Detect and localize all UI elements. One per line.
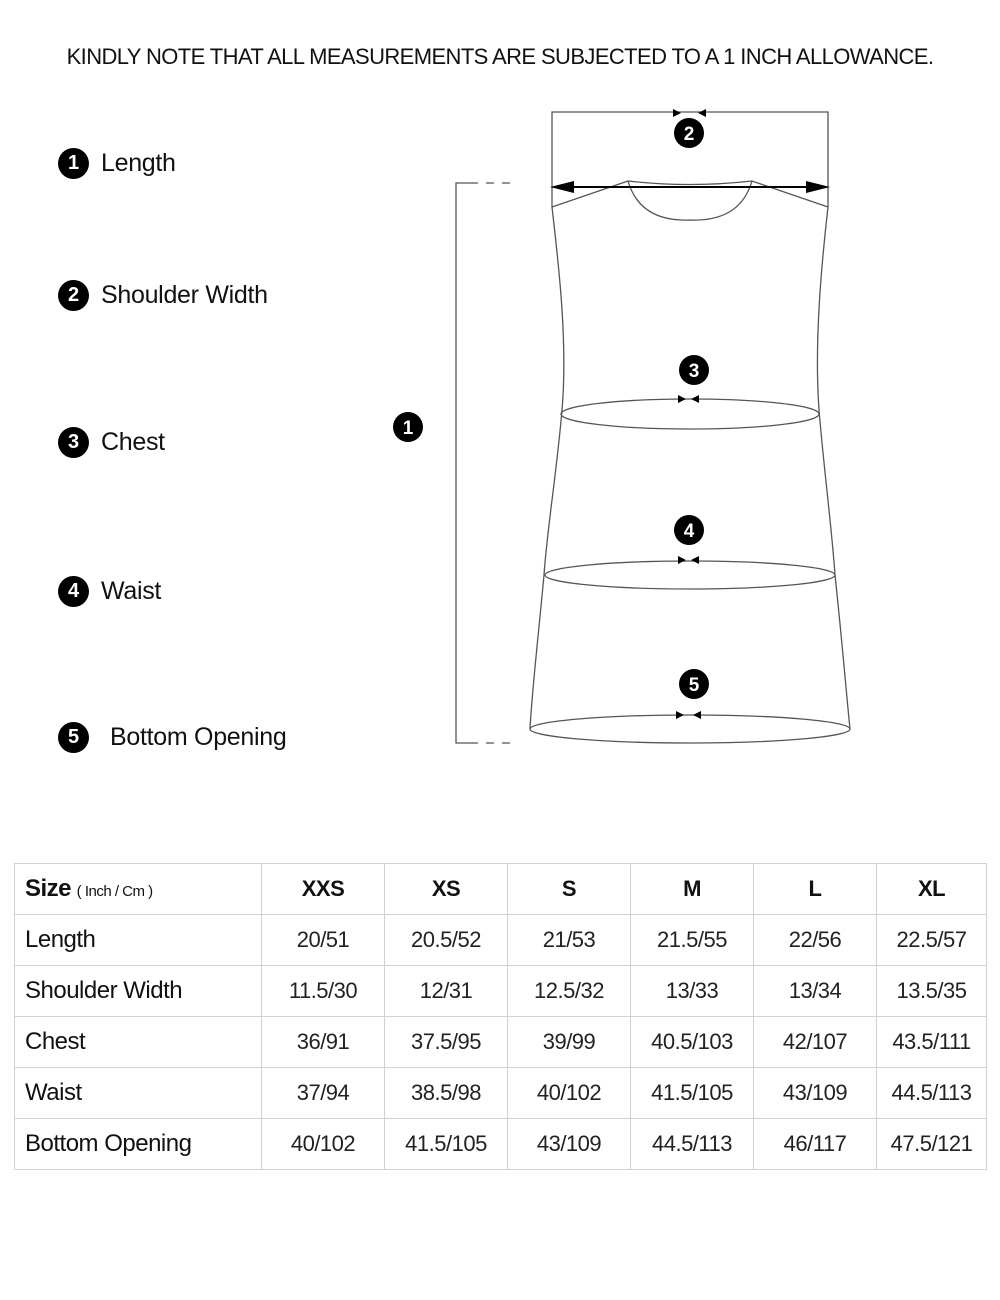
arrow-marker	[673, 109, 681, 117]
svg-text:2: 2	[683, 124, 695, 145]
table-cell: 43/109	[754, 1068, 877, 1119]
table-cell: 37.5/95	[385, 1017, 508, 1068]
table-cell: 13/34	[754, 966, 877, 1017]
table-cell: 22/56	[754, 915, 877, 966]
table-row	[15, 1119, 987, 1170]
table-cell: 36/91	[262, 1017, 385, 1068]
size-chart-table	[14, 863, 987, 1170]
row-label: Waist	[15, 1068, 262, 1119]
legend-badge: 4	[58, 576, 89, 607]
table-cell: 42/107	[754, 1017, 877, 1068]
badge-shoulder-width	[674, 118, 704, 148]
row-label: Bottom Opening	[15, 1119, 262, 1170]
size-col-header: M	[631, 864, 754, 915]
table-cell: 22.5/57	[877, 915, 987, 966]
badge-length	[393, 412, 423, 442]
table-cell: 44.5/113	[877, 1068, 987, 1119]
legend-label: Length	[101, 149, 176, 177]
table-cell: 41.5/105	[385, 1119, 508, 1170]
table-row	[15, 915, 987, 966]
row-label: Chest	[15, 1017, 262, 1068]
legend-label: Waist	[101, 577, 162, 605]
table-cell: 41.5/105	[631, 1068, 754, 1119]
legend-badge: 5	[58, 722, 89, 753]
table-cell: 46/117	[754, 1119, 877, 1170]
size-col-header: XS	[385, 864, 508, 915]
table-cell: 39/99	[508, 1017, 631, 1068]
legend-badge: 2	[58, 280, 89, 311]
arrow-marker	[676, 711, 684, 719]
size-col-header: S	[508, 864, 631, 915]
table-cell: 40/102	[262, 1119, 385, 1170]
allowance-notice: KINDLY NOTE THAT ALL MEASUREMENTS ARE SUBJECTED TO A 1 INCH ALLOWANCE.	[66, 44, 934, 69]
size-col-header: XL	[877, 864, 987, 915]
size-header-label: Size	[25, 875, 72, 902]
neckline-back	[628, 181, 752, 185]
size-col-header: XXS	[262, 864, 385, 915]
table-row	[15, 966, 987, 1017]
waist-ellipse	[545, 561, 835, 589]
chest-ellipse	[561, 399, 819, 429]
table-cell: 20/51	[262, 915, 385, 966]
arrow-marker	[698, 109, 706, 117]
table-row	[15, 1068, 987, 1119]
table-cell: 37/94	[262, 1068, 385, 1119]
table-cell: 13.5/35	[877, 966, 987, 1017]
legend-badge: 3	[58, 427, 89, 458]
table-cell: 43.5/111	[877, 1017, 987, 1068]
arrow-marker	[693, 711, 701, 719]
shoulder-arrow-left	[550, 181, 574, 193]
badge-bottom-opening	[679, 669, 709, 699]
row-label: Shoulder Width	[15, 966, 262, 1017]
arrow-marker	[691, 395, 699, 403]
table-cell: 40.5/103	[631, 1017, 754, 1068]
legend-badge: 1	[58, 148, 89, 179]
legend-label: Shoulder Width	[101, 281, 268, 309]
unit-label: ( Inch / Cm )	[76, 883, 153, 900]
table-cell: 13/33	[631, 966, 754, 1017]
length-bracket-dashes	[486, 183, 510, 743]
dress-left-side	[530, 207, 564, 729]
size-col-header: L	[754, 864, 877, 915]
table-cell: 43/109	[508, 1119, 631, 1170]
arrow-marker	[678, 395, 686, 403]
legend-label: Chest	[101, 428, 165, 456]
table-cell: 12.5/32	[508, 966, 631, 1017]
table-header-row	[15, 864, 987, 915]
arrow-marker	[691, 556, 699, 564]
badge-waist	[674, 515, 704, 545]
table-cell: 11.5/30	[262, 966, 385, 1017]
dress-right-side	[817, 207, 850, 729]
table-cell: 40/102	[508, 1068, 631, 1119]
row-label: Length	[15, 915, 262, 966]
hem-ellipse	[530, 715, 850, 743]
legend-label: Bottom Opening	[110, 723, 287, 751]
svg-text:3: 3	[688, 361, 700, 382]
table-cell: 21.5/55	[631, 915, 754, 966]
table-cell: 38.5/98	[385, 1068, 508, 1119]
arrow-marker	[678, 556, 686, 564]
svg-text:5: 5	[688, 675, 700, 696]
table-row	[15, 1017, 987, 1068]
length-bracket	[456, 183, 478, 743]
svg-text:4: 4	[683, 521, 695, 542]
shoulder-arrow-right	[806, 181, 830, 193]
badge-chest	[679, 355, 709, 385]
table-cell: 20.5/52	[385, 915, 508, 966]
table-cell: 12/31	[385, 966, 508, 1017]
table-cell: 47.5/121	[877, 1119, 987, 1170]
table-cell: 44.5/113	[631, 1119, 754, 1170]
size-header-cell	[15, 864, 262, 915]
svg-text:1: 1	[402, 418, 414, 439]
table-cell: 21/53	[508, 915, 631, 966]
